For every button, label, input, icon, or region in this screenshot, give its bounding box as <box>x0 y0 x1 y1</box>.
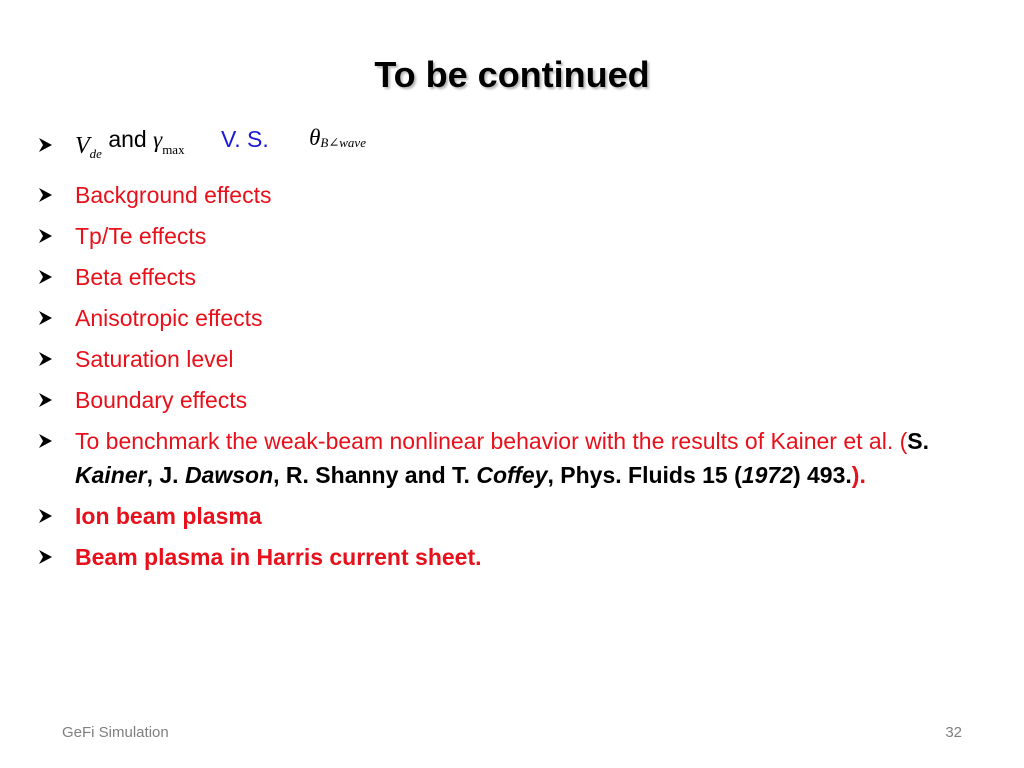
bullet-text: Background effects <box>75 182 272 208</box>
arrow-bullet-icon <box>38 549 53 565</box>
bullet-text: Tp/Te effects <box>75 223 207 249</box>
bullet-item-ion-beam <box>38 499 968 533</box>
ref-coffey: Coffey <box>476 462 548 488</box>
bullet-text: Beam plasma in Harris current sheet. <box>75 544 482 570</box>
theta-symbol: θ <box>309 125 321 150</box>
vs-text: V. S. <box>220 126 269 152</box>
gamma-symbol: γ <box>153 127 163 152</box>
ref-tail: ) 493. <box>792 462 852 488</box>
bullet-list <box>38 125 968 581</box>
ref-journal: , Phys. Fluids 15 ( <box>547 462 742 488</box>
benchmark-close: ). <box>851 462 866 488</box>
bullet-text: Anisotropic effects <box>75 305 263 331</box>
bullet-item-vde-vs-theta <box>38 125 968 171</box>
gamma-subscript: max <box>162 142 185 157</box>
arrow-bullet-icon <box>38 508 53 524</box>
v-subscript: de <box>89 146 102 161</box>
ref-kainer: Kainer <box>75 462 147 488</box>
bullet-item-harris <box>38 540 968 574</box>
bullet-text: Beta effects <box>75 264 197 290</box>
arrow-bullet-icon <box>38 137 53 153</box>
ref-j: , J. <box>146 462 185 488</box>
ref-year: 1972 <box>741 462 793 488</box>
page-number: 32 <box>945 724 962 741</box>
arrow-bullet-icon <box>38 228 53 244</box>
arrow-bullet-icon <box>38 310 53 326</box>
arrow-bullet-icon <box>38 433 53 449</box>
slide-title: To be continued <box>374 54 650 95</box>
bullet-item-benchmark <box>38 424 968 492</box>
bullet-item-background <box>38 178 968 212</box>
footer-title: GeFi Simulation <box>62 724 169 741</box>
bullet-text: Boundary effects <box>75 387 248 413</box>
ref-s: S. <box>907 428 930 454</box>
bullet-item-anisotropic <box>38 301 968 335</box>
arrow-bullet-icon <box>38 351 53 367</box>
benchmark-lead: To benchmark the weak-beam nonlinear behavior with the results of Kainer et al. ( <box>75 428 908 454</box>
bullet-item-tp-te <box>38 219 968 253</box>
and-text: and <box>108 126 147 152</box>
bullet-item-boundary <box>38 383 968 417</box>
bullet-item-saturation <box>38 342 968 376</box>
ref-mid: , R. Shanny and T. <box>273 462 477 488</box>
arrow-bullet-icon <box>38 392 53 408</box>
bullet-text: Saturation level <box>75 346 234 372</box>
bullet-item-beta <box>38 260 968 294</box>
theta-subscript: B∠wave <box>320 135 366 150</box>
v-symbol: V <box>75 133 90 159</box>
ref-dawson: Dawson <box>184 462 274 488</box>
arrow-bullet-icon <box>38 187 53 203</box>
bullet-text: Ion beam plasma <box>75 503 262 529</box>
arrow-bullet-icon <box>38 269 53 285</box>
